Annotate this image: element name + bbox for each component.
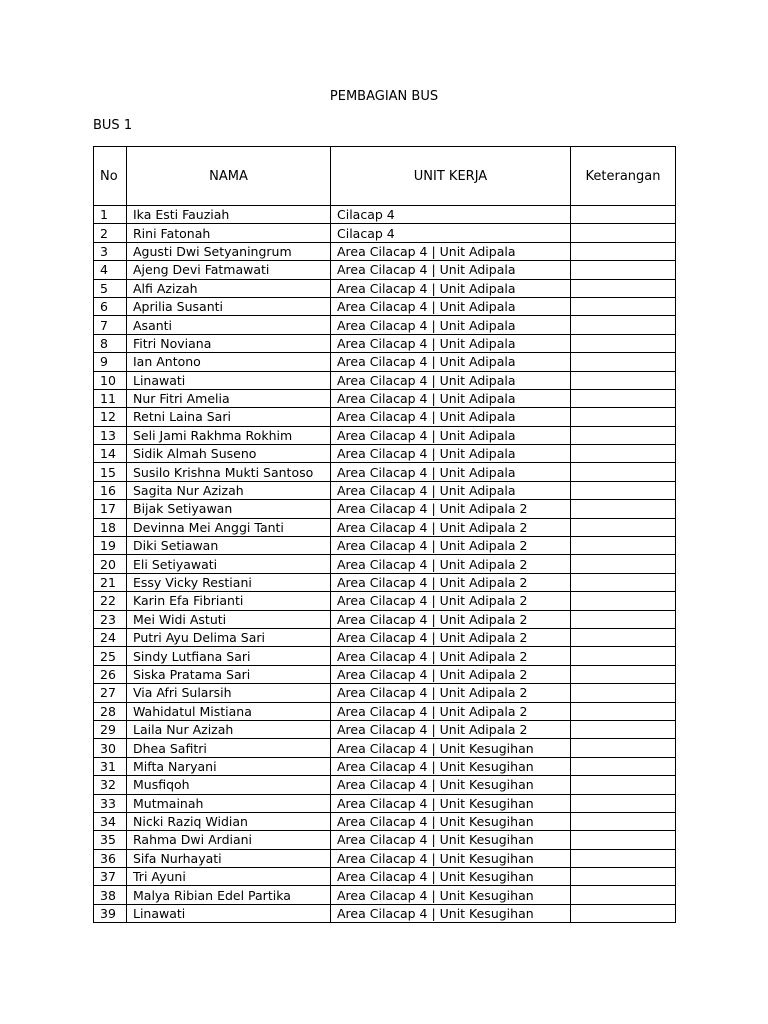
table-row [94,537,676,555]
cell-no: 6 [94,297,127,315]
cell-unit-kerja: Area Cilacap 4 | Unit Adipala 2 [331,592,571,610]
cell-unit-kerja: Area Cilacap 4 | Unit Adipala [331,408,571,426]
cell-keterangan [571,647,676,665]
cell-unit-kerja: Area Cilacap 4 | Unit Adipala [331,445,571,463]
table-row [94,573,676,591]
cell-nama: Rini Fatonah [127,224,331,242]
document-title: PEMBAGIAN BUS [329,89,439,104]
cell-nama: Retni Laina Sari [127,408,331,426]
cell-no: 15 [94,463,127,481]
table-row [94,555,676,573]
cell-unit-kerja: Area Cilacap 4 | Unit Adipala [331,261,571,279]
cell-no: 24 [94,628,127,646]
cell-unit-kerja: Area Cilacap 4 | Unit Kesugihan [331,868,571,886]
cell-nama: Wahidatul Mistiana [127,702,331,720]
cell-unit-kerja: Area Cilacap 4 | Unit Kesugihan [331,812,571,830]
cell-no: 33 [94,794,127,812]
table-row [94,610,676,628]
cell-nama: Bijak Setiyawan [127,500,331,518]
cell-keterangan [571,445,676,463]
cell-keterangan [571,426,676,444]
cell-no: 3 [94,242,127,260]
cell-unit-kerja: Area Cilacap 4 | Unit Adipala 2 [331,555,571,573]
cell-unit-kerja: Area Cilacap 4 | Unit Adipala [331,371,571,389]
cell-nama: Eli Setiyawati [127,555,331,573]
table-row [94,831,676,849]
cell-unit-kerja: Area Cilacap 4 | Unit Adipala 2 [331,518,571,536]
cell-no: 4 [94,261,127,279]
cell-no: 35 [94,831,127,849]
cell-no: 32 [94,776,127,794]
passenger-table [93,146,676,923]
cell-nama: Mei Widi Astuti [127,610,331,628]
table-row [94,316,676,334]
cell-keterangan [571,739,676,757]
cell-nama: Karin Efa Fibrianti [127,592,331,610]
cell-nama: Seli Jami Rakhma Rokhim [127,426,331,444]
cell-no: 10 [94,371,127,389]
cell-no: 17 [94,500,127,518]
cell-keterangan [571,776,676,794]
cell-unit-kerja: Area Cilacap 4 | Unit Adipala [331,481,571,499]
cell-unit-kerja: Area Cilacap 4 | Unit Adipala [331,426,571,444]
cell-unit-kerja: Area Cilacap 4 | Unit Adipala 2 [331,702,571,720]
cell-no: 8 [94,334,127,352]
cell-no: 38 [94,886,127,904]
cell-nama: Ian Antono [127,353,331,371]
cell-no: 20 [94,555,127,573]
table-row [94,684,676,702]
cell-unit-kerja: Area Cilacap 4 | Unit Adipala 2 [331,684,571,702]
table-row [94,702,676,720]
cell-unit-kerja: Area Cilacap 4 | Unit Adipala 2 [331,665,571,683]
cell-nama: Musfiqoh [127,776,331,794]
cell-no: 29 [94,720,127,738]
cell-keterangan [571,665,676,683]
cell-keterangan [571,904,676,922]
table-row [94,371,676,389]
cell-no: 12 [94,408,127,426]
cell-nama: Sidik Almah Suseno [127,445,331,463]
cell-keterangan [571,353,676,371]
cell-unit-kerja: Area Cilacap 4 | Unit Adipala [331,242,571,260]
cell-keterangan [571,702,676,720]
cell-unit-kerja: Cilacap 4 [331,224,571,242]
cell-keterangan [571,831,676,849]
cell-no: 14 [94,445,127,463]
cell-unit-kerja: Area Cilacap 4 | Unit Kesugihan [331,739,571,757]
header-no: No [94,147,127,206]
cell-unit-kerja: Area Cilacap 4 | Unit Adipala 2 [331,647,571,665]
cell-unit-kerja: Area Cilacap 4 | Unit Kesugihan [331,794,571,812]
cell-nama: Sindy Lutfiana Sari [127,647,331,665]
cell-keterangan [571,537,676,555]
cell-keterangan [571,371,676,389]
table-row [94,206,676,224]
cell-unit-kerja: Area Cilacap 4 | Unit Adipala [331,389,571,407]
cell-nama: Nur Fitri Amelia [127,389,331,407]
table-row [94,445,676,463]
cell-keterangan [571,316,676,334]
cell-nama: Asanti [127,316,331,334]
cell-no: 5 [94,279,127,297]
cell-keterangan [571,224,676,242]
table-row [94,592,676,610]
cell-keterangan [571,720,676,738]
cell-unit-kerja: Area Cilacap 4 | Unit Adipala 2 [331,537,571,555]
cell-unit-kerja: Area Cilacap 4 | Unit Adipala 2 [331,720,571,738]
cell-nama: Via Afri Sularsih [127,684,331,702]
table-row [94,297,676,315]
cell-keterangan [571,334,676,352]
cell-nama: Mutmainah [127,794,331,812]
cell-unit-kerja: Area Cilacap 4 | Unit Adipala [331,316,571,334]
cell-nama: Dhea Safitri [127,739,331,757]
table-row [94,812,676,830]
cell-keterangan [571,463,676,481]
cell-unit-kerja: Area Cilacap 4 | Unit Adipala [331,279,571,297]
cell-keterangan [571,592,676,610]
cell-keterangan [571,408,676,426]
cell-nama: Diki Setiawan [127,537,331,555]
cell-keterangan [571,261,676,279]
cell-keterangan [571,868,676,886]
cell-nama: Malya Ribian Edel Partika [127,886,331,904]
table-row [94,408,676,426]
cell-unit-kerja: Cilacap 4 [331,206,571,224]
table-row [94,463,676,481]
cell-no: 1 [94,206,127,224]
cell-keterangan [571,279,676,297]
cell-nama: Ika Esti Fauziah [127,206,331,224]
cell-nama: Aprilia Susanti [127,297,331,315]
cell-no: 34 [94,812,127,830]
table-row [94,261,676,279]
table-row [94,500,676,518]
cell-unit-kerja: Area Cilacap 4 | Unit Adipala 2 [331,628,571,646]
table-row [94,628,676,646]
table-row [94,353,676,371]
cell-keterangan [571,628,676,646]
cell-nama: Agusti Dwi Setyaningrum [127,242,331,260]
cell-keterangan [571,297,676,315]
table-row [94,886,676,904]
table-row [94,720,676,738]
table-row [94,426,676,444]
table-row [94,242,676,260]
cell-keterangan [571,849,676,867]
cell-keterangan [571,610,676,628]
table-row [94,647,676,665]
cell-keterangan [571,481,676,499]
cell-unit-kerja: Area Cilacap 4 | Unit Kesugihan [331,776,571,794]
cell-nama: Siska Pratama Sari [127,665,331,683]
cell-nama: Nicki Raziq Widian [127,812,331,830]
cell-keterangan [571,794,676,812]
cell-unit-kerja: Area Cilacap 4 | Unit Kesugihan [331,831,571,849]
cell-nama: Laila Nur Azizah [127,720,331,738]
cell-unit-kerja: Area Cilacap 4 | Unit Adipala 2 [331,573,571,591]
cell-keterangan [571,518,676,536]
table-row [94,739,676,757]
table-header-row [94,147,676,206]
table-row [94,904,676,922]
cell-no: 2 [94,224,127,242]
header-nama: NAMA [127,147,331,206]
cell-nama: Mifta Naryani [127,757,331,775]
table-row [94,849,676,867]
cell-nama: Putri Ayu Delima Sari [127,628,331,646]
cell-nama: Ajeng Devi Fatmawati [127,261,331,279]
cell-keterangan [571,389,676,407]
cell-unit-kerja: Area Cilacap 4 | Unit Adipala 2 [331,610,571,628]
table-row [94,279,676,297]
table-row [94,334,676,352]
cell-nama: Alfi Azizah [127,279,331,297]
cell-unit-kerja: Area Cilacap 4 | Unit Adipala [331,463,571,481]
table-row [94,224,676,242]
cell-no: 31 [94,757,127,775]
cell-keterangan [571,573,676,591]
cell-keterangan [571,500,676,518]
cell-no: 11 [94,389,127,407]
cell-unit-kerja: Area Cilacap 4 | Unit Adipala 2 [331,500,571,518]
cell-no: 30 [94,739,127,757]
cell-no: 39 [94,904,127,922]
cell-nama: Rahma Dwi Ardiani [127,831,331,849]
table-row [94,868,676,886]
cell-no: 37 [94,868,127,886]
cell-nama: Sifa Nurhayati [127,849,331,867]
cell-no: 25 [94,647,127,665]
table-row [94,389,676,407]
cell-keterangan [571,684,676,702]
cell-no: 26 [94,665,127,683]
cell-unit-kerja: Area Cilacap 4 | Unit Adipala [331,297,571,315]
cell-no: 28 [94,702,127,720]
cell-no: 23 [94,610,127,628]
cell-no: 18 [94,518,127,536]
cell-keterangan [571,555,676,573]
cell-no: 13 [94,426,127,444]
cell-unit-kerja: Area Cilacap 4 | Unit Kesugihan [331,904,571,922]
cell-unit-kerja: Area Cilacap 4 | Unit Adipala [331,353,571,371]
cell-unit-kerja: Area Cilacap 4 | Unit Kesugihan [331,886,571,904]
cell-no: 16 [94,481,127,499]
cell-unit-kerja: Area Cilacap 4 | Unit Kesugihan [331,757,571,775]
cell-nama: Fitri Noviana [127,334,331,352]
cell-keterangan [571,886,676,904]
cell-keterangan [571,242,676,260]
table-row [94,481,676,499]
table-row [94,518,676,536]
cell-unit-kerja: Area Cilacap 4 | Unit Kesugihan [331,849,571,867]
cell-no: 22 [94,592,127,610]
cell-nama: Tri Ayuni [127,868,331,886]
cell-unit-kerja: Area Cilacap 4 | Unit Adipala [331,334,571,352]
cell-nama: Essy Vicky Restiani [127,573,331,591]
cell-no: 7 [94,316,127,334]
cell-nama: Sagita Nur Azizah [127,481,331,499]
cell-no: 21 [94,573,127,591]
cell-keterangan [571,812,676,830]
cell-nama: Linawati [127,904,331,922]
cell-no: 36 [94,849,127,867]
cell-keterangan [571,206,676,224]
table-row [94,665,676,683]
cell-no: 27 [94,684,127,702]
cell-nama: Devinna Mei Anggi Tanti [127,518,331,536]
table-row [94,757,676,775]
table-body [94,206,676,923]
cell-no: 19 [94,537,127,555]
cell-no: 9 [94,353,127,371]
bus-label: BUS 1 [93,118,133,133]
header-keterangan: Keterangan [571,147,676,206]
table-row [94,776,676,794]
header-unit-kerja: UNIT KERJA [331,147,571,206]
cell-keterangan [571,757,676,775]
cell-nama: Susilo Krishna Mukti Santoso [127,463,331,481]
cell-nama: Linawati [127,371,331,389]
table-row [94,794,676,812]
